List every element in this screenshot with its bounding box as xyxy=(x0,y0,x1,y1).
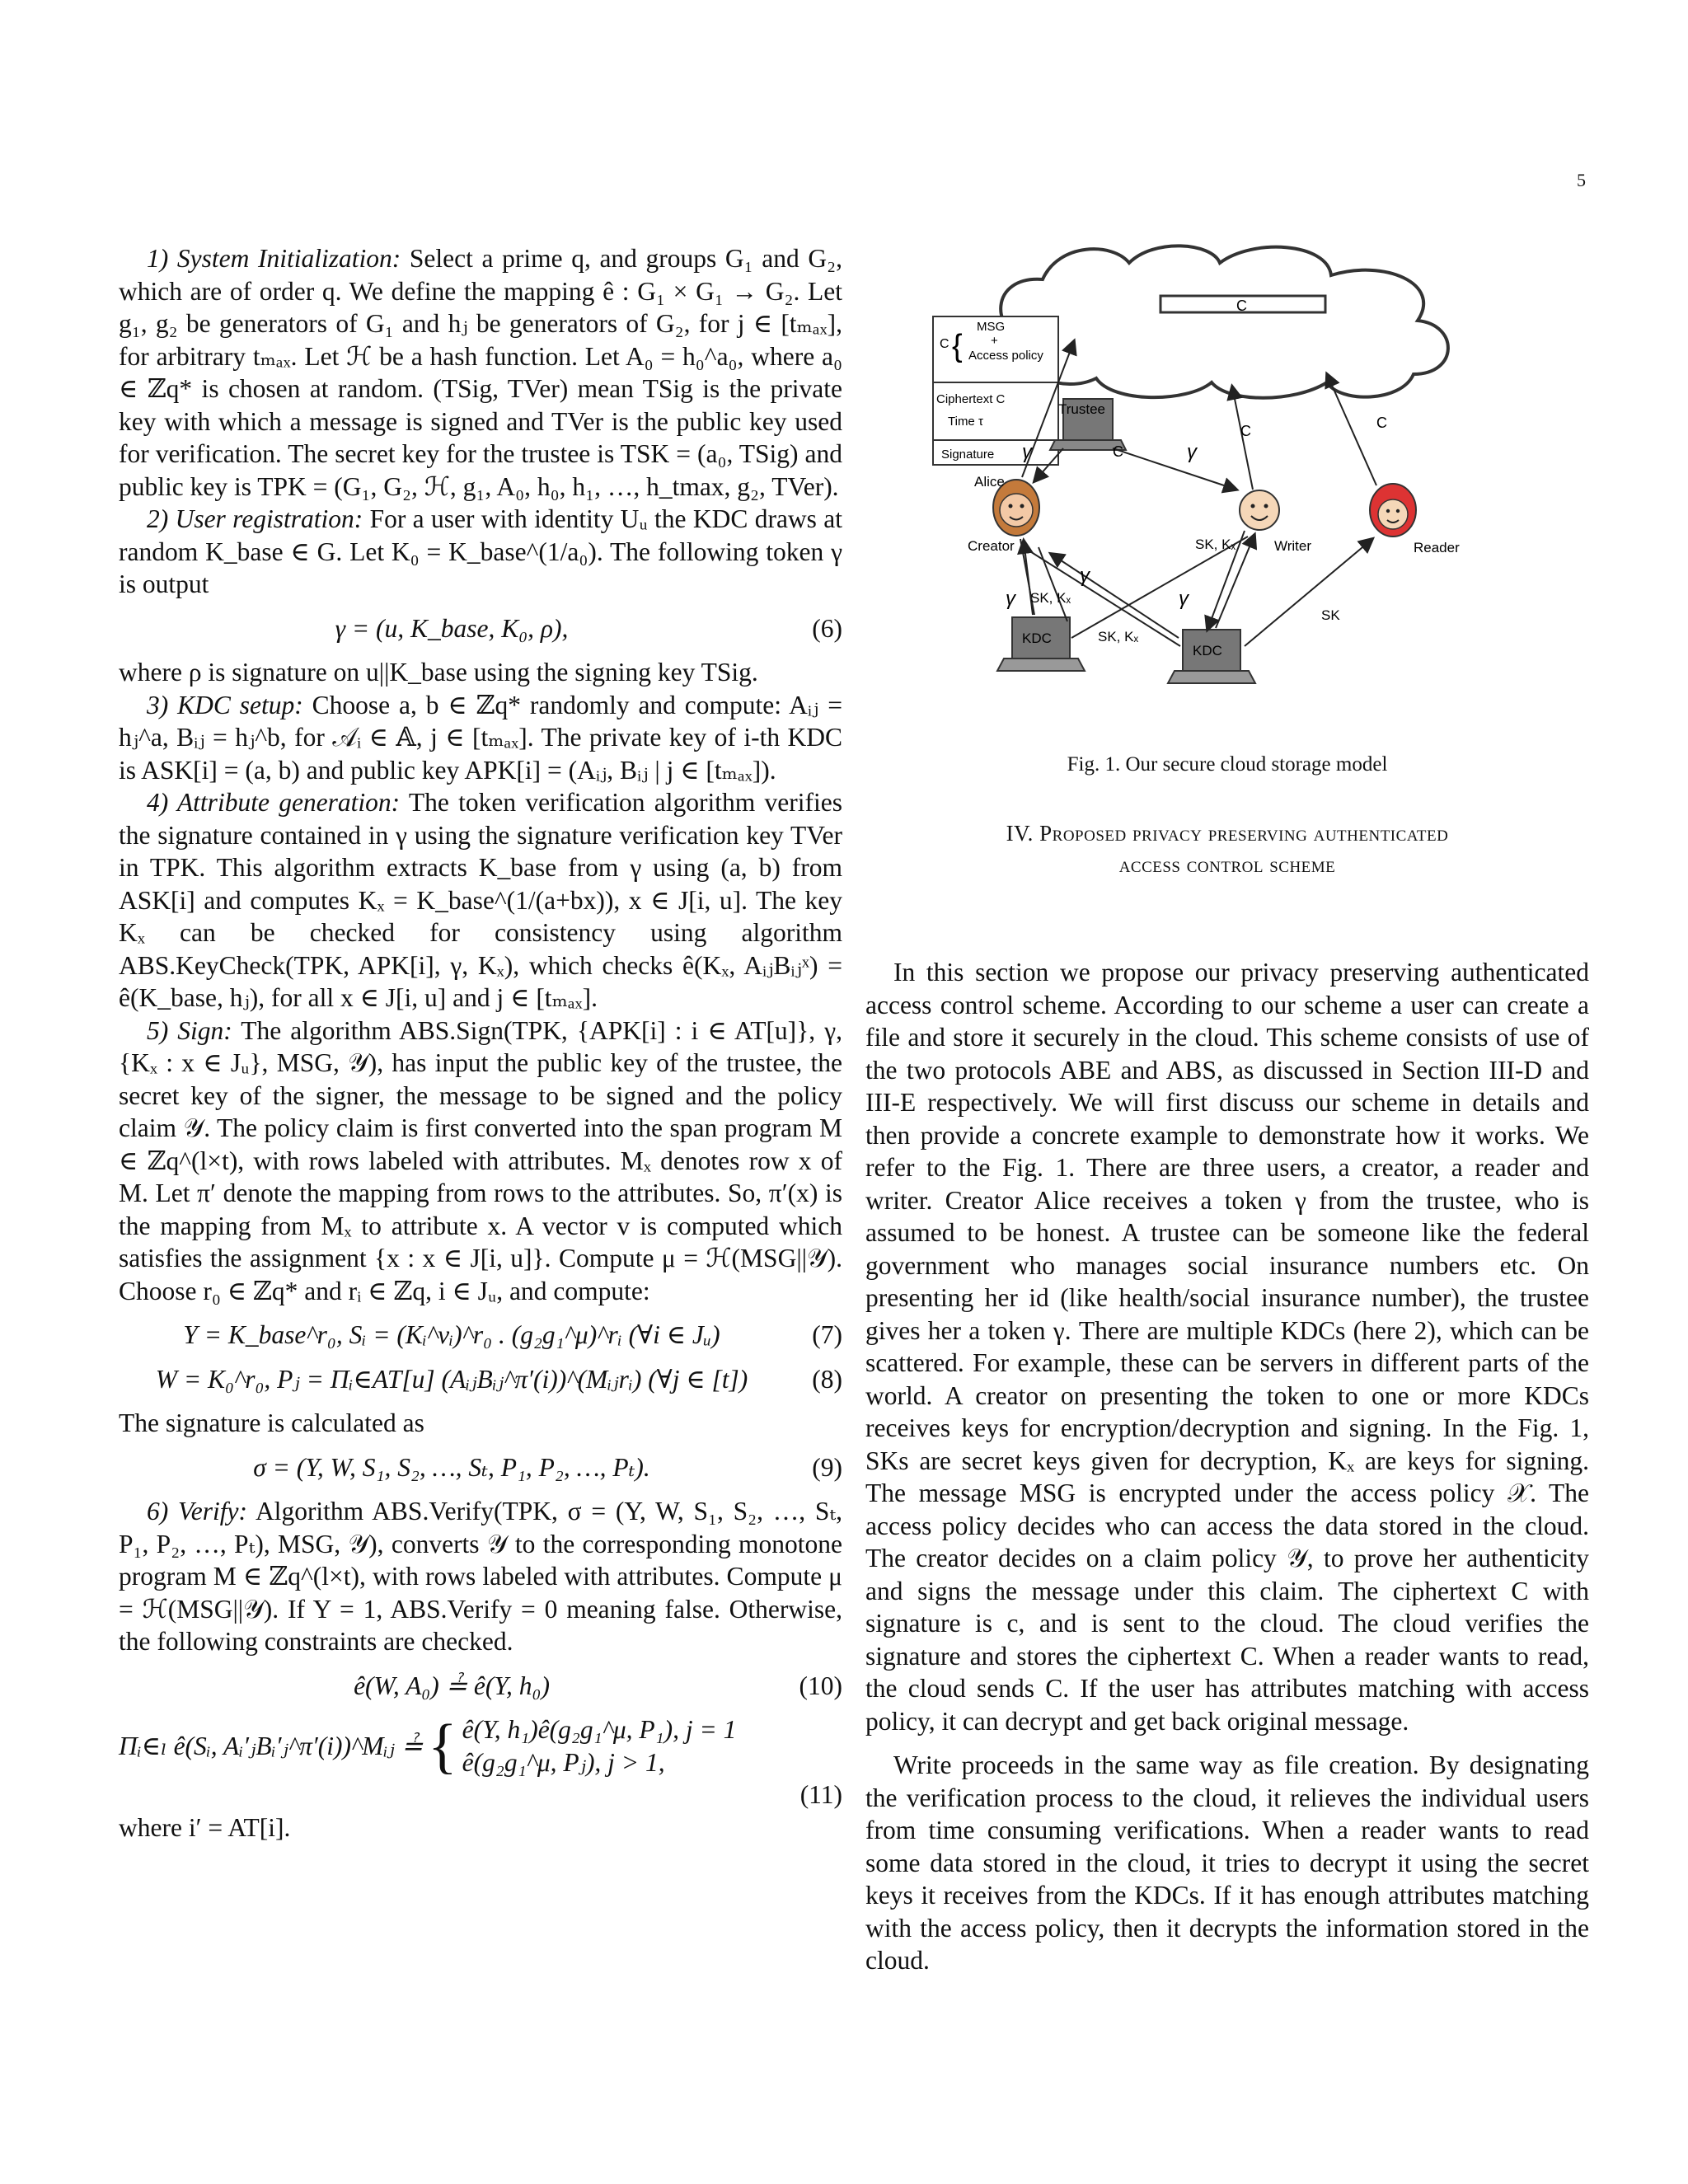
kdc-computer-1 xyxy=(997,617,1085,671)
paragraph-text: The algorithm ABS.Sign(TPK, {APK[i] : i ∈ AT[u]}, γ, {Kₓ : x ∈ Jᵤ}, MSG, 𝒴), has input the public key of the trustee, the secret key of the signer, the message to be signed and the policy claim 𝒴. The policy claim is first converted into the span program M ∈ ℤq^(l×t), with rows labeled with attributes. Mₓ denotes row x of M. Let π′ denote the mapping from rows to the attributes. So, π′(x) is the mapping from Mₓ to attribute x. A vector v is computed which satisfies the assignment {x : x ∈ J[i, u]}. Compute μ = ℋ(MSG||𝒴). Choose r₀ ∈ ℤq* and rᵢ ∈ ℤq, i ∈ Jᵤ, and compute: xyxy=(119,1015,842,1305)
equation-number: (7) xyxy=(812,1320,842,1349)
section-title xyxy=(865,818,1589,880)
equation-10 xyxy=(119,1670,842,1703)
figure-diagram xyxy=(865,242,1589,729)
paragraph-verify xyxy=(119,1495,842,1658)
paragraph-after-eq6: where ρ is signature on u||K_base using the signing key TSig. xyxy=(119,658,758,687)
subsection-title: 3) KDC setup: xyxy=(147,690,303,719)
paragraph-after-eq11: where i′ = AT[i]. xyxy=(119,1812,291,1842)
gamma-label-5: γ xyxy=(1179,588,1189,610)
equation-body: σ = (Y, W, S₁, S₂, …, Sₜ, P₁, P₂, …, Pₜ). xyxy=(253,1452,650,1482)
stack-time: Time τ xyxy=(948,415,983,429)
section-title-line-1: IV. Proposed privacy preserving authenticated xyxy=(1006,821,1449,846)
creator-avatar xyxy=(968,474,1039,554)
sk-label: SK xyxy=(1321,607,1340,623)
stack-ciphertext: Ciphertext C xyxy=(936,392,1006,406)
stack-c: C xyxy=(940,337,950,351)
section-title-line-2: access control scheme xyxy=(1118,852,1336,877)
paragraph-text: Choose a, b ∈ ℤq* randomly and compute: Aᵢⱼ = hⱼ^a, Bᵢⱼ = hⱼ^b, for 𝒜ᵢ ∈ 𝔸, j ∈ [tₘₐₓ]. The private key of i-th KDC is ASK[i] = (a, b) and public key APK[i] = (Aᵢⱼ, Bᵢⱼ | j ∈ [tₘₐₓ]). xyxy=(119,690,843,785)
paragraph-text: The token verification algorithm verifies the signature contained in γ using the signature verification key TVer in TPK. This algorithm extracts K_base from γ using (a, b) from ASK[i] and computes Kₓ = K_base^(1/(a+bx)), x ∈ J[i, u]. The key Kₓ can be checked for consistency using algorithm ABS.KeyCheck(TPK, APK[i], γ, Kₓ), which checks ê(Kₓ, AᵢⱼBᵢⱼˣ) = ê(K_base, hⱼ), for all x ∈ J[i, u] and j ∈ [tₘₐₓ]. xyxy=(119,788,842,1012)
alice-label: Alice xyxy=(974,474,1005,490)
reader-label: Reader xyxy=(1414,540,1460,555)
section-body xyxy=(865,956,1589,1977)
equation-8 xyxy=(119,1363,842,1396)
c-label-1: C xyxy=(1113,443,1123,460)
equation-cases xyxy=(462,1713,842,1779)
paragraph-scheme-overview: In this section we propose our privacy preserving authenticated access control scheme. According to our scheme a user can create a file and store it securely in the cloud. This scheme consists of use of the two protocols ABE and ABS, as discussed in Section III-D and III-E respectively. We will first discuss our scheme in details and then provide a concrete example to demonstrate how it works. We refer to the Fig. 1. There are three users, a creator, a reader and writer. Creator Alice receives a token γ from the trustee, who is assumed to be honest. A trustee can be someone like the federal government who manages social insurance numbers etc. On presenting her id (like health/social insurance number), the trustee gives her a token γ. There are multiple KDCs (here 2), which can be scattered. For example, these can be servers in different parts of the world. A creator on presenting the token to one or more KDCs receives keys for encryption/decryption and signing. In the Fig. 1, SKs are secret keys given for decryption, Kₓ are keys for signing. The message MSG is encrypted under the access policy 𝒳. The access policy decides who can access the data stored in the cloud. The creator decides on a claim policy 𝒴, to prove her authenticity and signs the message under this claim. The ciphertext C with signature is c, and is sent to the cloud. The cloud verifies the signature and stores the ciphertext C. When a reader wants to read, the cloud sends C. If the user has attributes matching with access policy, it can decrypt and get back original message. xyxy=(865,958,1589,1736)
gamma-label-2: γ xyxy=(1187,441,1197,463)
subsection-title: 6) Verify: xyxy=(147,1497,247,1526)
trustee-label: Trustee xyxy=(1058,401,1106,417)
equation-7 xyxy=(119,1319,842,1352)
kdc-1-label: KDC xyxy=(1022,630,1052,646)
equation-number-11: (11) xyxy=(799,1780,842,1809)
ciphertext-stack xyxy=(933,316,1058,465)
right-column xyxy=(865,242,1589,1977)
trustee-computer xyxy=(1050,399,1126,450)
equation-9 xyxy=(119,1451,842,1484)
stack-access-policy: Access policy xyxy=(968,349,1043,363)
figure-caption: Fig. 1. Our secure cloud storage model xyxy=(1067,752,1388,776)
paragraph-write-proceeds: Write proceeds in the same way as file creation. By designating the verification process to the cloud, it relieves the individual users from time consuming verifications. When a reader wants to read some data stored in the cloud, it tries to decrypt it using the secret keys it receives from the KDCs. If it has enough attributes matching with the access policy, then it decrypts the information stored in the cloud. xyxy=(865,1750,1589,1975)
equation-number: (6) xyxy=(812,613,842,643)
brace: { xyxy=(428,1712,457,1780)
sk-kx-label-1: SK, Kₓ xyxy=(1195,537,1236,552)
gamma-label-3: γ xyxy=(1006,588,1015,610)
reader-avatar xyxy=(1370,484,1460,555)
paragraph-text: Algorithm ABS.Verify(TPK, σ = (Y, W, S₁, S₂, …, Sₜ, P₁, P₂, …, Pₜ), MSG, 𝒴), converts 𝒴 to the corresponding monotone program M ∈ ℤq^(l×t), with rows labeled with attributes. Compute μ = ℋ(MSG||𝒴). If Y = 1, ABS.Verify = 0 meaning false. Otherwise, the following constraints are checked. xyxy=(119,1497,842,1656)
c-label-3: C xyxy=(1376,415,1387,431)
creator-label: Creator xyxy=(968,538,1015,554)
paragraph-sign xyxy=(119,1015,842,1308)
equation-case-2: ê(g₂g₁^μ, Pⱼ), j > 1, xyxy=(462,1747,665,1777)
equation-body: γ = (u, K_base, K₀, ρ), xyxy=(335,613,569,643)
equation-body: ê(W, A₀) ≟ ê(Y, h₀) xyxy=(354,1671,550,1700)
paragraph-text: Select a prime q, and groups G₁ and G₂, which are of order q. We define the mapping ê : G₁ × G₁ → G₂. Let g₁, g₂ be generators of G₁ and hⱼ be generators of G₂, for j ∈ [tₘₐₓ], for arbitrary tₘₐₓ. Let ℋ be a hash function. Let A₀ = h₀^a₀, where a₀ ∈ ℤq* is chosen at random. (TSig, TVer) mean TSig is the private key with which a message is signed and TVer is the public key used for verification. The secret key for the trustee is TSK = (a₀, TSig) and public key is TPK = (G₁, G₂, ℋ, g₁, A₀, h₀, h₁, …, h_tmax, g₂, TVer). xyxy=(119,244,843,501)
paragraph-text: For a user with identity Uᵤ the KDC draws at random K_base ∈ G. Let K₀ = K_base^(1/a₀). The following token γ is output xyxy=(119,504,842,598)
paragraph-after-eq8: The signature is calculated as xyxy=(119,1408,424,1437)
paragraph-attribute-generation xyxy=(119,786,842,1015)
kdc-2-label: KDC xyxy=(1193,643,1222,658)
writer-label: Writer xyxy=(1274,538,1312,554)
gamma-label-1: γ xyxy=(1022,441,1032,463)
c-label-2: C xyxy=(1240,423,1251,439)
stack-plus: + xyxy=(991,334,998,348)
equation-11 xyxy=(119,1713,842,1779)
equation-number: (8) xyxy=(812,1364,842,1394)
left-column xyxy=(119,242,842,1844)
paragraph-system-initialization xyxy=(119,242,842,503)
gamma-label-4: γ xyxy=(1080,565,1090,587)
equation-number: (9) xyxy=(812,1452,842,1482)
subsection-title: 2) User registration: xyxy=(147,504,363,533)
paragraph-kdc-setup xyxy=(119,689,842,787)
equation-6 xyxy=(119,612,842,645)
subsection-title: 5) Sign: xyxy=(147,1015,232,1045)
equation-lhs: Πᵢ∈ₗ ê(Sᵢ, Aᵢ′ⱼBᵢ′ⱼ^π′(i))^Mᵢⱼ ≟ xyxy=(119,1731,424,1760)
equation-number: (10) xyxy=(799,1671,842,1700)
cloud-ciphertext-label: C xyxy=(1236,298,1247,314)
sk-kx-label-3: SK, Kₓ xyxy=(1098,629,1139,644)
equation-case-1: ê(Y, h₁)ê(g₂g₁^μ, P₁), j = 1 xyxy=(462,1715,737,1744)
cloud-shape xyxy=(1001,246,1448,397)
stack-brace: { xyxy=(952,329,963,363)
sk-kx-label-2: SK, Kₓ xyxy=(1030,590,1071,606)
figure-cloud-storage-model xyxy=(865,242,1589,776)
stack-msg: MSG xyxy=(977,320,1006,334)
paragraph-user-registration xyxy=(119,503,842,601)
equation-body: W = K₀^r₀, Pⱼ = Πᵢ∈AT[u] (AᵢⱼBᵢⱼ^π′(i))^(Mᵢⱼrᵢ) (∀j ∈ [t]) xyxy=(155,1364,748,1394)
page-number: 5 xyxy=(1577,170,1586,190)
subsection-title: 4) Attribute generation: xyxy=(147,788,401,817)
equation-body: Y = K_base^r₀, Sᵢ = (Kᵢ^vᵢ)^r₀ . (g₂g₁^μ)^rᵢ (∀i ∈ Jᵤ) xyxy=(183,1320,720,1349)
stack-signature: Signature xyxy=(941,448,995,462)
subsection-title: 1) System Initialization: xyxy=(147,244,401,273)
kdc-computer-2 xyxy=(1168,630,1255,683)
